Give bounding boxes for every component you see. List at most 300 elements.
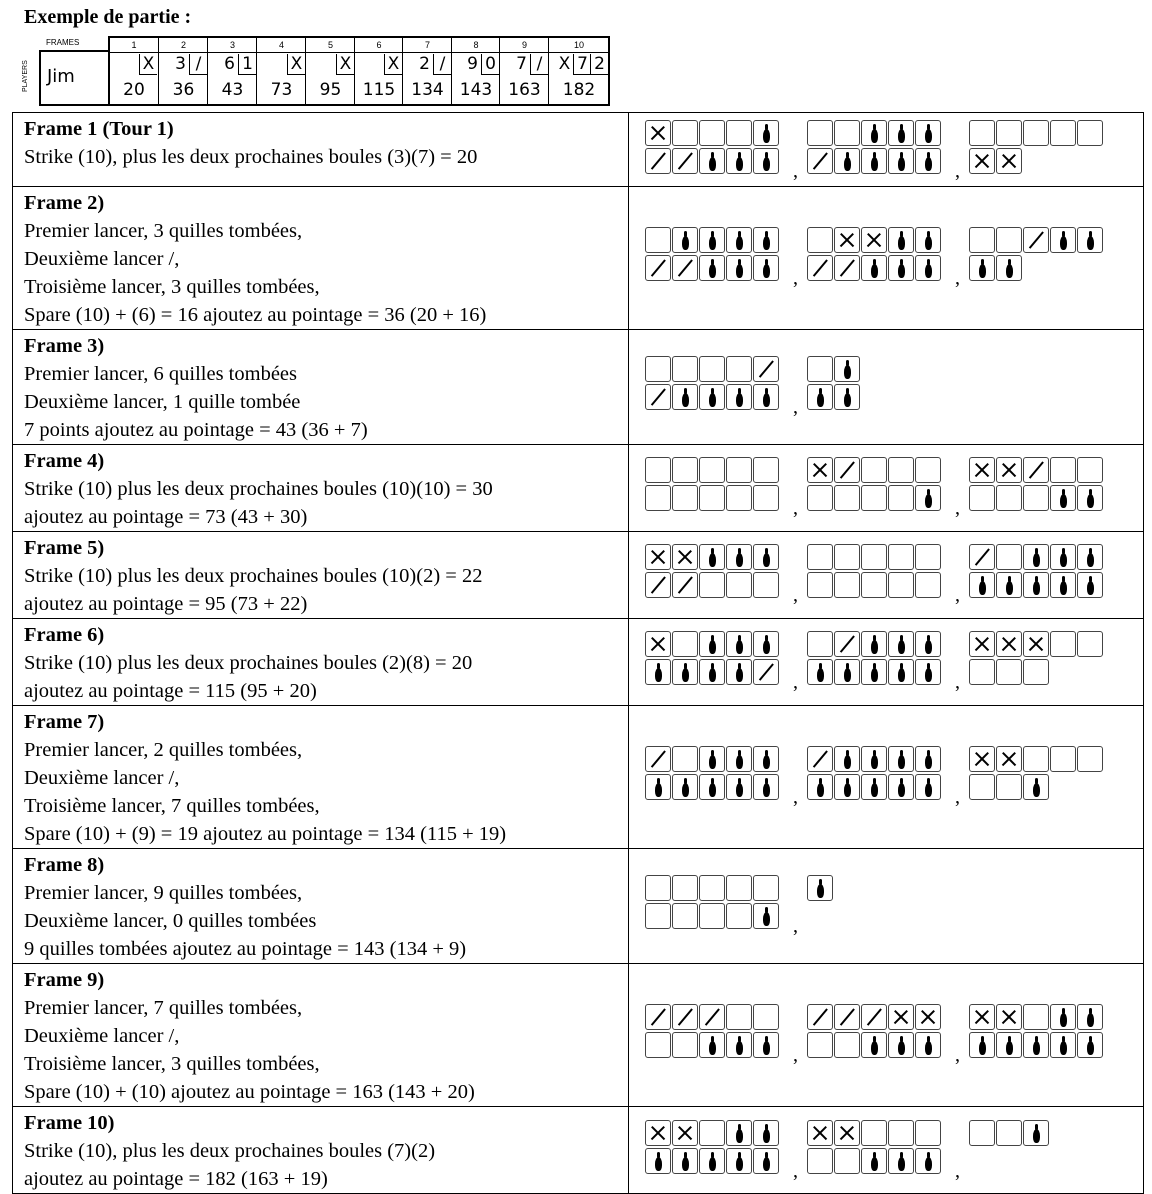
empty-box	[699, 1120, 725, 1146]
spare-mark	[753, 659, 779, 685]
pin-icon	[888, 659, 914, 685]
explanation-line: Premier lancer, 9 quilles tombées,	[24, 882, 303, 904]
empty-box	[888, 457, 914, 483]
empty-box	[996, 1120, 1022, 1146]
empty-box	[645, 356, 671, 382]
pin-diagram-group	[969, 1004, 1104, 1060]
empty-box	[1050, 457, 1076, 483]
empty-box	[861, 544, 887, 570]
bowling-diagram	[629, 964, 1144, 1107]
frame-ball: /	[189, 54, 207, 75]
explanation-line: Deuxième lancer, 1 quille tombée	[24, 391, 301, 413]
pin-icon	[726, 631, 752, 657]
empty-box	[807, 227, 833, 253]
frame-number: 5	[306, 38, 355, 53]
pin-icon	[699, 255, 725, 281]
explanation-line: Premier lancer, 2 quilles tombées,	[24, 739, 303, 761]
table-row	[13, 445, 1144, 532]
separator-comma: ,	[793, 267, 798, 289]
frame-ball: X	[336, 54, 354, 75]
pin-icon	[1077, 544, 1103, 570]
pin-icon	[807, 659, 833, 685]
pin-icon	[753, 903, 779, 929]
pin-diagram-group	[645, 631, 780, 687]
pin-icon	[888, 255, 914, 281]
pin-diagram-group	[645, 1004, 780, 1060]
pin-icon	[699, 746, 725, 772]
separator-comma: ,	[793, 786, 798, 808]
empty-box	[888, 572, 914, 598]
separator-comma: ,	[955, 584, 960, 606]
spare-mark	[834, 457, 860, 483]
pin-icon	[915, 120, 941, 146]
empty-box	[726, 120, 752, 146]
pin-icon	[888, 1148, 914, 1174]
explanation-line: Spare (10) + (6) = 16 ajoutez au pointage = 36 (20 + 16)	[24, 304, 487, 326]
spare-mark	[645, 1004, 671, 1030]
empty-box	[1023, 1004, 1049, 1030]
bowling-diagram	[629, 113, 1144, 187]
strike-mark	[672, 544, 698, 570]
table-row	[13, 532, 1144, 619]
empty-box	[672, 1032, 698, 1058]
pin-icon	[1023, 1120, 1049, 1146]
empty-box	[807, 120, 833, 146]
pin-icon	[672, 1148, 698, 1174]
explanation-line: Troisième lancer, 7 quilles tombées,	[24, 795, 320, 817]
table-row	[13, 1107, 1144, 1194]
frame-explanation	[13, 1107, 629, 1194]
empty-box	[1023, 120, 1049, 146]
frame-cell-1	[110, 38, 158, 104]
strike-mark	[861, 227, 887, 253]
empty-box	[834, 1148, 860, 1174]
table-row	[13, 964, 1144, 1107]
player-name-box	[39, 50, 110, 106]
pin-icon	[699, 148, 725, 174]
strike-mark	[645, 1120, 671, 1146]
empty-box	[672, 746, 698, 772]
pin-icon	[969, 572, 995, 598]
explanation-line: 7 points ajoutez au pointage = 43 (36 + 7)	[24, 419, 368, 441]
pin-diagram-group	[969, 631, 1104, 687]
frame-explanation	[13, 445, 629, 532]
empty-box	[969, 1120, 995, 1146]
pin-icon	[726, 544, 752, 570]
pin-icon	[672, 774, 698, 800]
empty-box	[726, 485, 752, 511]
strike-mark	[645, 120, 671, 146]
frame-ball: 9	[467, 54, 478, 74]
pin-icon	[699, 384, 725, 410]
pin-icon	[1050, 572, 1076, 598]
pin-icon	[699, 1148, 725, 1174]
pin-diagram-group	[807, 457, 942, 513]
frame-ball: 1	[238, 54, 256, 75]
spare-mark	[753, 356, 779, 382]
pin-icon	[753, 631, 779, 657]
pin-icon	[1050, 485, 1076, 511]
table-row	[13, 113, 1144, 187]
frame-ball	[270, 54, 287, 74]
empty-box	[753, 485, 779, 511]
pin-icon	[726, 1032, 752, 1058]
pin-diagram-group	[969, 120, 1104, 176]
empty-box	[861, 457, 887, 483]
pin-icon	[1077, 572, 1103, 598]
pin-icon	[915, 148, 941, 174]
frame-number: 3	[208, 38, 257, 53]
explanation-line: Premier lancer, 3 quilles tombées,	[24, 220, 303, 242]
explanation-line: ajoutez au pointage = 73 (43 + 30)	[24, 506, 308, 528]
pin-icon	[726, 659, 752, 685]
strike-mark	[888, 1004, 914, 1030]
pin-icon	[645, 659, 671, 685]
pin-icon	[1023, 544, 1049, 570]
empty-box	[753, 572, 779, 598]
empty-box	[861, 1120, 887, 1146]
explanation-line: Deuxième lancer /,	[24, 767, 180, 789]
empty-box	[672, 875, 698, 901]
separator-comma: ,	[955, 1044, 960, 1066]
pin-icon	[861, 120, 887, 146]
pin-icon	[888, 1032, 914, 1058]
strike-mark	[915, 1004, 941, 1030]
empty-box	[861, 485, 887, 511]
spare-mark	[672, 1004, 698, 1030]
frame-explanation	[13, 619, 629, 706]
spare-mark	[969, 544, 995, 570]
pin-icon	[861, 631, 887, 657]
spare-mark	[645, 572, 671, 598]
frame-number: 10	[549, 38, 609, 53]
frame-heading: Frame 8)	[24, 854, 105, 876]
empty-box	[726, 1004, 752, 1030]
frame-heading: Frame 1 (Tour 1)	[24, 118, 174, 140]
frame-total: 182	[562, 80, 596, 100]
pin-icon	[915, 255, 941, 281]
pin-diagram-group	[969, 227, 1104, 283]
empty-box	[753, 457, 779, 483]
pin-icon	[753, 746, 779, 772]
frame-explanation	[13, 964, 629, 1107]
pin-icon	[726, 746, 752, 772]
pin-icon	[699, 631, 725, 657]
pin-icon	[1050, 544, 1076, 570]
strike-mark	[996, 148, 1022, 174]
pin-diagram-group	[645, 227, 780, 283]
empty-box	[996, 227, 1022, 253]
pin-icon	[1023, 1032, 1049, 1058]
explanation-line: Strike (10) plus les deux prochaines boules (10)(2) = 22	[24, 565, 483, 587]
empty-box	[1050, 120, 1076, 146]
spare-mark	[699, 1004, 725, 1030]
separator-comma: ,	[793, 584, 798, 606]
explanation-line: Spare (10) + (10) ajoutez au pointage = 163 (143 + 20)	[24, 1081, 475, 1103]
empty-box	[672, 485, 698, 511]
frame-explanation	[13, 330, 629, 445]
empty-box	[699, 485, 725, 511]
frame-ball: 7	[516, 54, 527, 74]
empty-box	[726, 875, 752, 901]
separator-comma: ,	[793, 497, 798, 519]
separator-comma: ,	[955, 267, 960, 289]
empty-box	[672, 631, 698, 657]
frame-cell-4	[256, 38, 306, 104]
frame-ball: 3	[175, 54, 186, 74]
empty-box	[726, 572, 752, 598]
pin-diagram-group	[645, 746, 780, 802]
strike-mark	[996, 1004, 1022, 1030]
frame-total: 95	[319, 80, 342, 100]
empty-box	[1023, 485, 1049, 511]
separator-comma: ,	[955, 1160, 960, 1182]
empty-box	[888, 1120, 914, 1146]
pin-icon	[834, 659, 860, 685]
bowling-diagram	[629, 619, 1144, 706]
frame-number: 6	[355, 38, 403, 53]
pin-icon	[753, 1148, 779, 1174]
empty-box	[1077, 631, 1103, 657]
strike-mark	[834, 1120, 860, 1146]
pin-icon	[699, 544, 725, 570]
frame-ball	[122, 54, 139, 74]
empty-box	[834, 544, 860, 570]
pin-icon	[753, 227, 779, 253]
bowling-diagram	[629, 706, 1144, 849]
pin-icon	[861, 1148, 887, 1174]
empty-box	[645, 485, 671, 511]
separator-comma: ,	[793, 396, 798, 418]
pin-icon	[915, 659, 941, 685]
empty-box	[645, 1032, 671, 1058]
explanation-line: Spare (10) + (9) = 19 ajoutez au pointage = 134 (115 + 19)	[24, 823, 507, 845]
frame-total: 134	[411, 80, 444, 100]
separator-comma: ,	[793, 160, 798, 182]
strike-mark	[834, 227, 860, 253]
empty-box	[861, 572, 887, 598]
frame-heading: Frame 3)	[24, 335, 105, 357]
frame-cell-5	[305, 38, 355, 104]
frame-ball: X	[384, 54, 402, 75]
empty-box	[996, 485, 1022, 511]
spare-mark	[1023, 457, 1049, 483]
pin-icon	[861, 255, 887, 281]
frame-ball	[319, 54, 336, 74]
frame-heading: Frame 4)	[24, 450, 105, 472]
empty-box	[807, 544, 833, 570]
empty-box	[1023, 746, 1049, 772]
pin-icon	[1050, 227, 1076, 253]
frame-explanation	[13, 113, 629, 187]
separator-comma: ,	[955, 671, 960, 693]
page-title: Exemple de partie :	[24, 6, 192, 28]
strike-mark	[969, 148, 995, 174]
empty-box	[834, 1032, 860, 1058]
frame-total: 20	[123, 80, 145, 100]
pin-icon	[915, 1148, 941, 1174]
player-name: Jim	[47, 66, 75, 87]
empty-box	[726, 356, 752, 382]
empty-box	[672, 356, 698, 382]
frames-explanation-table	[12, 112, 1144, 1194]
empty-box	[969, 227, 995, 253]
empty-box	[699, 875, 725, 901]
frame-total: 36	[172, 80, 195, 100]
frame-heading: Frame 2)	[24, 192, 105, 214]
pin-icon	[753, 774, 779, 800]
players-label: PLAYERS	[22, 60, 29, 92]
pin-icon	[1077, 227, 1103, 253]
frame-explanation	[13, 706, 629, 849]
explanation-line: Premier lancer, 6 quilles tombées	[24, 363, 297, 385]
empty-box	[645, 903, 671, 929]
empty-box	[969, 120, 995, 146]
empty-box	[996, 659, 1022, 685]
frame-number: 9	[500, 38, 549, 53]
frame-ball: 7	[573, 54, 591, 75]
pin-icon	[1050, 1004, 1076, 1030]
bowling-diagram	[629, 330, 1144, 445]
pin-icon	[888, 774, 914, 800]
frame-total: 143	[459, 80, 493, 100]
strike-mark	[1023, 631, 1049, 657]
empty-box	[807, 1148, 833, 1174]
frame-total: 115	[362, 80, 396, 100]
explanation-line: Strike (10), plus les deux prochaines boules (7)(2)	[24, 1140, 436, 1162]
frame-number: 4	[257, 38, 306, 53]
pin-icon	[807, 875, 833, 901]
explanation-line: ajoutez au pointage = 182 (163 + 19)	[24, 1168, 328, 1190]
pin-icon	[726, 227, 752, 253]
empty-box	[915, 457, 941, 483]
pin-icon	[915, 746, 941, 772]
frame-heading: Frame 9)	[24, 969, 105, 991]
empty-box	[699, 356, 725, 382]
empty-box	[888, 485, 914, 511]
strike-mark	[807, 1120, 833, 1146]
pin-icon	[861, 659, 887, 685]
pin-icon	[753, 255, 779, 281]
pin-icon	[1077, 1004, 1103, 1030]
empty-box	[1050, 631, 1076, 657]
pin-icon	[996, 255, 1022, 281]
spare-mark	[807, 255, 833, 281]
frame-cell-3	[207, 38, 257, 104]
separator-comma: ,	[955, 497, 960, 519]
empty-box	[807, 356, 833, 382]
pin-icon	[969, 1032, 995, 1058]
pin-icon	[699, 774, 725, 800]
separator-comma: ,	[793, 1160, 798, 1182]
frame-ball	[367, 54, 384, 74]
spare-mark	[834, 255, 860, 281]
pin-icon	[699, 659, 725, 685]
empty-box	[807, 572, 833, 598]
frame-ball: X	[558, 54, 571, 74]
empty-box	[672, 457, 698, 483]
frame-cell-7	[402, 38, 452, 104]
empty-box	[672, 120, 698, 146]
bowling-diagram	[629, 1107, 1144, 1194]
frame-heading: Frame 7)	[24, 711, 105, 733]
explanation-line: Strike (10), plus les deux prochaines boules (3)(7) = 20	[24, 146, 478, 168]
pin-diagram-group	[969, 746, 1104, 802]
pin-icon	[1050, 1032, 1076, 1058]
empty-box	[699, 903, 725, 929]
pin-icon	[807, 384, 833, 410]
pin-diagram-group	[645, 457, 780, 513]
pin-icon	[1023, 774, 1049, 800]
pin-icon	[645, 1148, 671, 1174]
empty-box	[699, 120, 725, 146]
empty-box	[726, 903, 752, 929]
pin-icon	[969, 255, 995, 281]
table-row	[13, 619, 1144, 706]
pin-diagram-group	[645, 875, 780, 931]
pin-icon	[753, 120, 779, 146]
pin-diagram-group	[807, 746, 942, 802]
explanation-line: Strike (10) plus les deux prochaines boules (10)(10) = 30	[24, 478, 493, 500]
separator-comma: ,	[955, 786, 960, 808]
frame-heading: Frame 10)	[24, 1112, 115, 1134]
frame-number: 8	[452, 38, 500, 53]
empty-box	[1050, 746, 1076, 772]
empty-box	[915, 544, 941, 570]
pin-icon	[672, 384, 698, 410]
explanation-line: 9 quilles tombées ajoutez au pointage = 143 (134 + 9)	[24, 938, 467, 960]
pin-icon	[726, 1120, 752, 1146]
spare-mark	[645, 384, 671, 410]
pin-diagram-group	[807, 356, 861, 412]
empty-box	[1077, 746, 1103, 772]
pin-icon	[753, 1120, 779, 1146]
pin-icon	[861, 1032, 887, 1058]
pin-icon	[915, 1032, 941, 1058]
pin-diagram-group	[807, 120, 942, 176]
frame-cell-2	[158, 38, 208, 104]
strike-mark	[969, 457, 995, 483]
separator-comma: ,	[955, 160, 960, 182]
explanation-line: Deuxième lancer /,	[24, 248, 180, 270]
empty-box	[834, 485, 860, 511]
strike-mark	[996, 746, 1022, 772]
separator-comma: ,	[793, 671, 798, 693]
empty-box	[996, 120, 1022, 146]
pin-icon	[726, 384, 752, 410]
pin-icon	[726, 774, 752, 800]
frame-cell-10	[548, 38, 609, 104]
empty-box	[915, 572, 941, 598]
empty-box	[645, 457, 671, 483]
pin-diagram-group	[969, 544, 1104, 600]
empty-box	[996, 774, 1022, 800]
empty-box	[645, 875, 671, 901]
explanation-line: Troisième lancer, 3 quilles tombées,	[24, 276, 320, 298]
pin-icon	[834, 746, 860, 772]
spare-mark	[807, 746, 833, 772]
explanation-line: Strike (10) plus les deux prochaines boules (2)(8) = 20	[24, 652, 473, 674]
score-sheet	[22, 36, 607, 104]
spare-mark	[645, 255, 671, 281]
spare-mark	[672, 572, 698, 598]
frame-total: 73	[270, 80, 293, 100]
frame-heading: Frame 5)	[24, 537, 105, 559]
strike-mark	[672, 1120, 698, 1146]
pin-icon	[753, 1032, 779, 1058]
empty-box	[699, 572, 725, 598]
empty-box	[726, 457, 752, 483]
